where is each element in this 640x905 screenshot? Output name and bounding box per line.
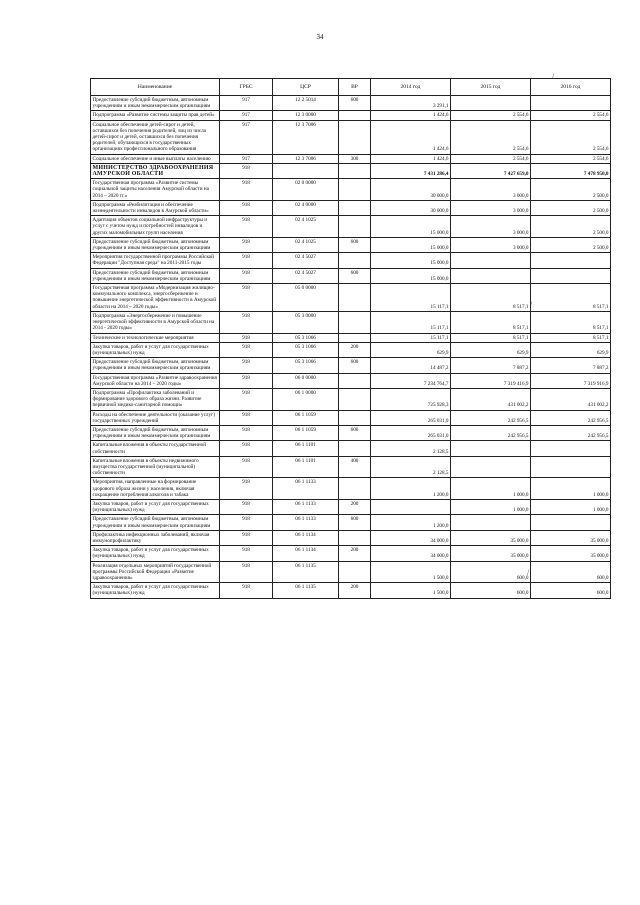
cell-2014: 14 487,2 (371, 358, 451, 373)
cell-csr: 02 4 5027 (273, 253, 339, 268)
cell-csr: 05 3 1066 (273, 333, 339, 342)
cell-2016: 8 517,1 (531, 284, 611, 312)
table-row (91, 441, 611, 456)
cell-2016 (531, 456, 611, 478)
cell-2014: 15 000,0 (371, 268, 451, 283)
cell-2015: 2 554,6 (451, 111, 531, 120)
table-row (91, 561, 611, 583)
cell-grbs: 918 (220, 216, 273, 238)
cell-name: Закупка товаров, работ и услуг для государственных (муниципальных) нужд (91, 499, 220, 514)
table-row (91, 373, 611, 388)
cell-csr: 06 0 0000 (273, 373, 339, 388)
header-csr: ЦСР (273, 79, 339, 96)
cell-2016: 600,0 (531, 561, 611, 583)
table-row (91, 410, 611, 425)
cell-2014: 15 000,0 (371, 216, 451, 238)
table-row (91, 96, 611, 111)
cell-csr: 06 1 1135 (273, 583, 339, 598)
table-row (91, 388, 611, 410)
cell-name: Предоставление субсидий бюджетным, автономным учреждениям и иным некоммерческим организациям (91, 358, 220, 373)
cell-2014: 3 291,1 (371, 96, 451, 111)
cell-csr: 06 1 1059 (273, 410, 339, 425)
cell-grbs: 918 (220, 237, 273, 252)
cell-name: Мероприятия государственной программы Российской Федерации "Доступная среда" на 2011-2015 годы (91, 253, 220, 268)
cell-2016: 2 554,6 (531, 111, 611, 120)
cell-csr: 06 1 1133 (273, 478, 339, 500)
cell-csr: 02 4 5027 (273, 268, 339, 283)
cell-2015: 3 000,0 (451, 216, 531, 238)
cell-csr: 05 0 0000 (273, 284, 339, 312)
pen-mark: / (527, 568, 530, 577)
cell-grbs: 917 (220, 96, 273, 111)
cell-name: Капитальные вложения в объекты государственной собственности (91, 441, 220, 456)
cell-2016: 2 500,0 (531, 200, 611, 215)
header-2015: 2015 год (451, 79, 531, 96)
cell-2014: 1 424,6 (371, 111, 451, 120)
cell-2014: 265 031,0 (371, 410, 451, 425)
cell-grbs: 918 (220, 311, 273, 333)
cell-name: Подпрограмма «Профилактика заболеваний и формирование здорового образа жизни. Развитие первичной медико-санитарной помощи» (91, 388, 220, 410)
cell-grbs: 918 (220, 268, 273, 283)
table-row (91, 111, 611, 120)
table-header-row (91, 79, 611, 96)
table-row (91, 311, 611, 333)
cell-vr (339, 373, 371, 388)
cell-name: Расходы на обеспечение деятельности (оказание услуг) государственных учреждений (91, 410, 220, 425)
cell-vr (339, 253, 371, 268)
pen-mark: / (530, 300, 533, 309)
cell-2015: 2 554,6 (451, 154, 531, 163)
cell-2014: 725 928,3 (371, 388, 451, 410)
cell-csr: 02 4 0000 (273, 200, 339, 215)
table-row (91, 253, 611, 268)
cell-vr: 300 (339, 154, 371, 163)
cell-2016: 1 000,0 (531, 499, 611, 514)
cell-2016: 8 517,1 (531, 333, 611, 342)
cell-grbs: 918 (220, 163, 273, 178)
cell-csr: 02 4 1025 (273, 216, 339, 238)
cell-vr: 600 (339, 515, 371, 530)
cell-vr: 400 (339, 456, 371, 478)
cell-csr: 05 3 1066 (273, 342, 339, 357)
cell-vr (339, 441, 371, 456)
cell-vr: 200 (339, 546, 371, 561)
table-row (91, 456, 611, 478)
cell-name: Государственная программа «Модернизация жилищно-коммунального комплекса, энергосбережение и повышение энергетической эффективности в Амурской области на 2014 – 2020 годы» (91, 284, 220, 312)
cell-2014: 7 234 764,7 (371, 373, 451, 388)
cell-2014: 30 000,0 (371, 200, 451, 215)
cell-2016: 7 319 916,9 (531, 373, 611, 388)
cell-csr: 05 3 0000 (273, 311, 339, 333)
cell-2016 (531, 253, 611, 268)
cell-name: Капитальные вложения в объекты недвижимого имущества государственной (муниципальной) собственности (91, 456, 220, 478)
cell-2014: 34 000,0 (371, 530, 451, 545)
table-row (91, 342, 611, 357)
cell-grbs: 918 (220, 373, 273, 388)
cell-csr: 06 1 1134 (273, 546, 339, 561)
cell-2015: 3 000,0 (451, 237, 531, 252)
cell-name: Социальное обеспечение и иные выплаты населению (91, 154, 220, 163)
cell-csr: 02 0 0000 (273, 179, 339, 201)
cell-2014: 1 500,0 (371, 583, 451, 598)
page-number: 34 (316, 33, 324, 41)
cell-2015 (451, 96, 531, 111)
cell-vr: 600 (339, 268, 371, 283)
cell-2016: 2 500,0 (531, 237, 611, 252)
cell-2016: 35 000,0 (531, 546, 611, 561)
table-row (91, 179, 611, 201)
cell-2016: 2 554,6 (531, 154, 611, 163)
cell-2015: 3 000,0 (451, 179, 531, 201)
cell-name: Предоставление субсидий бюджетным, автономным учреждениям и иным некоммерческим организациям (91, 268, 220, 283)
cell-grbs: 918 (220, 583, 273, 598)
cell-2015: 1 000,0 (451, 499, 531, 514)
cell-name: Предоставление субсидий бюджетным, автономным учреждениям и иным некоммерческим организациям (91, 237, 220, 252)
cell-grbs: 917 (220, 154, 273, 163)
cell-vr (339, 561, 371, 583)
cell-2015: 8 517,1 (451, 284, 531, 312)
table-row (91, 478, 611, 500)
cell-name: Предоставление субсидий бюджетным, автономным учреждениям и иным некоммерческим организациям (91, 96, 220, 111)
cell-csr: 06 1 0000 (273, 388, 339, 410)
cell-2016: 2 554,6 (531, 120, 611, 154)
cell-name: Подпрограмма «Энергосбережение и повышение энергетической эффективности в Амурской области на 2014 - 2020 годы» (91, 311, 220, 333)
cell-csr: 12 3 7006 (273, 154, 339, 163)
cell-grbs: 918 (220, 530, 273, 545)
cell-2016 (531, 268, 611, 283)
cell-grbs: 918 (220, 388, 273, 410)
cell-name: Закупка товаров, работ и услуг для государственных (муниципальных) нужд (91, 583, 220, 598)
cell-2016: 7 887,2 (531, 358, 611, 373)
cell-name: Социальное обеспечение детей-сирот и детей, оставшихся без попечения родителей, лиц из числа детей-сирот и детей, оставшихся без попечения родителей, обучающихся в государственных организациях профессионального образования (91, 120, 220, 154)
cell-vr: 200 (339, 583, 371, 598)
cell-grbs: 918 (220, 410, 273, 425)
cell-2016: 431 002,2 (531, 388, 611, 410)
header-2014: 2014 год (371, 79, 451, 96)
table-row (91, 284, 611, 312)
cell-2014: 1 424,6 (371, 154, 451, 163)
cell-2014: 30 000,0 (371, 179, 451, 201)
cell-2015: 431 002,2 (451, 388, 531, 410)
cell-grbs: 918 (220, 200, 273, 215)
cell-name: Профилактика инфекционных заболеваний, включая иммунопрофилактику (91, 530, 220, 545)
cell-vr: 600 (339, 96, 371, 111)
cell-2014: 34 000,0 (371, 546, 451, 561)
cell-name: Технические и технологические мероприятия (91, 333, 220, 342)
cell-2014 (371, 499, 451, 514)
cell-2014: 2 128,5 (371, 441, 451, 456)
cell-2014: 15 000,0 (371, 237, 451, 252)
cell-2014: 629,9 (371, 342, 451, 357)
cell-grbs: 918 (220, 284, 273, 312)
table-body (91, 96, 611, 599)
table-row (91, 425, 611, 440)
cell-2015: 7 887,2 (451, 358, 531, 373)
table-row (91, 163, 611, 178)
cell-csr: 06 1 1134 (273, 530, 339, 545)
cell-csr: 06 1 1059 (273, 425, 339, 440)
cell-2015 (451, 253, 531, 268)
cell-2016: 2 500,0 (531, 179, 611, 201)
cell-vr (339, 111, 371, 120)
cell-vr (339, 200, 371, 215)
cell-name: Закупка товаров, работ и услуг для государственных (муниципальных) нужд (91, 342, 220, 357)
cell-2015 (451, 268, 531, 283)
cell-name: Реализация отдельных мероприятий государственной программы Российской Федерации «Развитие здравоохранения» (91, 561, 220, 583)
cell-2014: 15 117,1 (371, 311, 451, 333)
cell-2015: 600,0 (451, 583, 531, 598)
cell-csr: 06 1 1135 (273, 561, 339, 583)
cell-2015: 242 956,5 (451, 425, 531, 440)
cell-2014: 1 200,0 (371, 515, 451, 530)
table-row (91, 154, 611, 163)
cell-vr (339, 179, 371, 201)
cell-vr (339, 120, 371, 154)
cell-csr: 06 1 1133 (273, 499, 339, 514)
cell-grbs: 918 (220, 253, 273, 268)
cell-grbs: 918 (220, 333, 273, 342)
cell-2016 (531, 96, 611, 111)
cell-2016: 8 517,1 (531, 311, 611, 333)
table-row (91, 216, 611, 238)
cell-grbs: 918 (220, 478, 273, 500)
cell-csr: 06 1 1101 (273, 456, 339, 478)
cell-name: Предоставление субсидий бюджетным, автономным учреждениям и иным некоммерческим организациям (91, 425, 220, 440)
cell-name: МИНИСТЕРСТВО ЗДРАВООХРАНЕНИЯ АМУРСКОЙ ОБЛАСТИ (91, 163, 220, 178)
cell-2015: 8 517,1 (451, 333, 531, 342)
cell-vr (339, 388, 371, 410)
cell-name: Подпрограмма «Развитие системы защиты прав детей» (91, 111, 220, 120)
cell-vr: 600 (339, 425, 371, 440)
cell-2016: 35 000,0 (531, 530, 611, 545)
cell-2014: 1 200,0 (371, 478, 451, 500)
cell-vr (339, 530, 371, 545)
cell-csr: 12 2 5014 (273, 96, 339, 111)
cell-grbs: 918 (220, 499, 273, 514)
cell-vr (339, 163, 371, 178)
cell-grbs: 918 (220, 546, 273, 561)
cell-grbs: 918 (220, 358, 273, 373)
cell-2015 (451, 456, 531, 478)
cell-2016: 242 956,5 (531, 425, 611, 440)
cell-grbs: 918 (220, 425, 273, 440)
pen-mark: / (552, 72, 555, 81)
table-row (91, 530, 611, 545)
table-row (91, 358, 611, 373)
cell-2016 (531, 515, 611, 530)
cell-name: Предоставление субсидий бюджетным, автономным учреждениям и иным некоммерческим организациям (91, 515, 220, 530)
cell-2015: 1 000,0 (451, 478, 531, 500)
table-row (91, 333, 611, 342)
cell-vr (339, 216, 371, 238)
cell-2015 (451, 515, 531, 530)
cell-2014: 7 431 286,4 (371, 163, 451, 178)
cell-csr: 06 1 1101 (273, 441, 339, 456)
cell-2015: 7 319 416,9 (451, 373, 531, 388)
cell-csr: 06 1 1133 (273, 515, 339, 530)
cell-csr (273, 163, 339, 178)
budget-table (90, 78, 611, 599)
cell-2016: 2 500,0 (531, 216, 611, 238)
cell-2015: 600,0 (451, 561, 531, 583)
cell-vr: 600 (339, 237, 371, 252)
cell-2014: 1 500,0 (371, 561, 451, 583)
table-row (91, 515, 611, 530)
cell-vr: 200 (339, 342, 371, 357)
cell-vr: 600 (339, 358, 371, 373)
cell-csr: 02 4 1025 (273, 237, 339, 252)
table-row (91, 268, 611, 283)
cell-2014: 1 424,6 (371, 120, 451, 154)
cell-2014: 15 117,1 (371, 333, 451, 342)
cell-2014: 15 117,1 (371, 284, 451, 312)
table-row (91, 120, 611, 154)
cell-csr: 12 3 0000 (273, 111, 339, 120)
cell-2015: 35 000,0 (451, 546, 531, 561)
cell-name: Государственная программа «Развитие здравоохранения Амурской области на 2014 – 2020 годы» (91, 373, 220, 388)
cell-2016: 629,9 (531, 342, 611, 357)
header-name: Наименование (91, 79, 220, 96)
cell-name: Адаптация объектов социальной инфраструктуры и услуг с учетом нужд и потребностей инвалидов и других маломобильных групп населения (91, 216, 220, 238)
cell-csr: 05 3 1066 (273, 358, 339, 373)
cell-vr (339, 333, 371, 342)
header-2016: 2016 год (531, 79, 611, 96)
cell-2015: 7 427 659,0 (451, 163, 531, 178)
cell-2015: 629,9 (451, 342, 531, 357)
cell-grbs: 918 (220, 179, 273, 201)
cell-2015: 8 517,1 (451, 311, 531, 333)
cell-vr (339, 284, 371, 312)
cell-2016: 242 956,5 (531, 410, 611, 425)
table-row (91, 200, 611, 215)
cell-grbs: 917 (220, 120, 273, 154)
cell-grbs: 918 (220, 342, 273, 357)
cell-csr: 12 3 7006 (273, 120, 339, 154)
cell-name: Мероприятия, направленные на формирование здорового образа жизни у населения, включая сокращение потребления алкоголя и табака (91, 478, 220, 500)
cell-grbs: 917 (220, 111, 273, 120)
cell-grbs: 918 (220, 561, 273, 583)
header-grbs: ГРБС (220, 79, 273, 96)
header-vr: ВР (339, 79, 371, 96)
cell-vr (339, 410, 371, 425)
cell-2016: 7 478 950,0 (531, 163, 611, 178)
cell-name: Подпрограмма «Реабилитация и обеспечение жизнедеятельности инвалидов в Амурской области» (91, 200, 220, 215)
cell-2014: 265 031,0 (371, 425, 451, 440)
cell-2015: 3 000,0 (451, 200, 531, 215)
cell-name: Государственная программа «Развитие системы социальной защиты населения Амурской области на 2014 – 2020 гг.» (91, 179, 220, 201)
cell-vr: 200 (339, 499, 371, 514)
cell-2016: 1 000,0 (531, 478, 611, 500)
table-row (91, 546, 611, 561)
cell-2016 (531, 441, 611, 456)
cell-name: Закупка товаров, работ и услуг для государственных (муниципальных) нужд (91, 546, 220, 561)
cell-2016: 600,0 (531, 583, 611, 598)
cell-2015: 35 000,0 (451, 530, 531, 545)
table-row (91, 583, 611, 598)
table-row (91, 237, 611, 252)
cell-vr (339, 478, 371, 500)
cell-grbs: 918 (220, 441, 273, 456)
cell-grbs: 918 (220, 515, 273, 530)
cell-2015 (451, 441, 531, 456)
cell-2015: 242 956,5 (451, 410, 531, 425)
cell-2014: 15 000,0 (371, 253, 451, 268)
table-row (91, 499, 611, 514)
cell-vr (339, 311, 371, 333)
cell-2015: 2 554,6 (451, 120, 531, 154)
cell-grbs: 918 (220, 456, 273, 478)
cell-2014: 2 128,5 (371, 456, 451, 478)
